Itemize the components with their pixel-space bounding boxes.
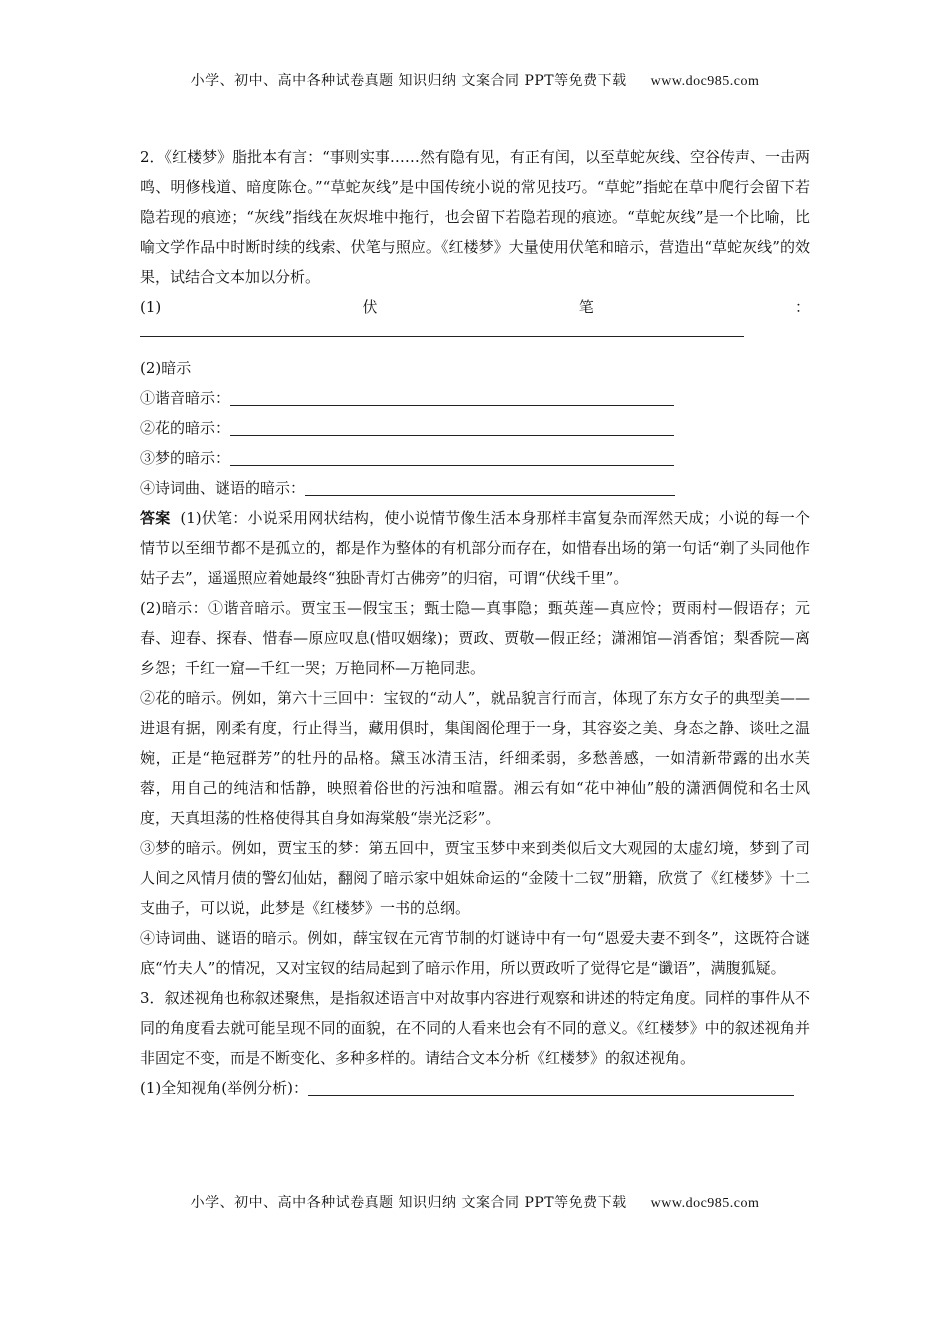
item-line <box>140 383 810 413</box>
footer-text: 小学、初中、高中各种试卷真题 知识归纳 文案合同 PPT等免费下载 <box>190 1195 627 1211</box>
answer-blank-line[interactable] <box>230 449 674 466</box>
question-2-part-2: (2)暗示 <box>140 359 192 377</box>
item-line <box>140 473 810 503</box>
document-body <box>140 142 810 1103</box>
answer-blank-line[interactable] <box>305 479 675 496</box>
answer-blank-line[interactable] <box>230 419 674 436</box>
part-1-number: (1) <box>140 298 162 316</box>
part-1-char-1: 伏 <box>362 298 378 316</box>
answer-blank-line[interactable] <box>140 322 744 337</box>
answer-blank-line[interactable] <box>230 389 674 406</box>
answer-paragraph: (2)暗示：①谐音暗示。贾宝玉—假宝玉；甄士隐—真事隐；甄英莲—真应怜；贾雨村—假语存；元春、迎春、探春、惜春—原应叹息(惜叹姻缘)；贾政、贾敬—假正经；潇湘馆—消香馆；梨香院—离乡怨；千红一窟—千红一哭；万艳同杯—万艳同悲。 <box>140 599 810 677</box>
item-line <box>140 413 810 443</box>
item-label: ②花的暗示： <box>140 419 231 437</box>
part-label: (1)全知视角(举例分析)： <box>140 1079 308 1097</box>
footer-site: www.doc985.com <box>650 1196 760 1211</box>
item-label: ③梦的暗示： <box>140 449 231 467</box>
page-header <box>0 70 950 90</box>
item-label: ①谐音暗示： <box>140 389 231 407</box>
header-site: www.doc985.com <box>650 74 760 89</box>
item-label: ④诗词曲、谜语的暗示： <box>140 479 306 497</box>
part-1-char-2: 笔 <box>578 298 594 316</box>
answer-paragraph: ②花的暗示。例如，第六十三回中：宝钗的“动人”，就品貌言行而言，体现了东方女子的典型美——进退有据，刚柔有度，行止得当，藏用俱时，集闺阁伦理于一身，其容姿之美、身态之静、谈吐之温婉，正是“艳冠群芳”的牡丹的品格。黛玉冰清玉洁，纤细柔弱，多愁善感，一如清新带露的出水芙蓉，用自己的纯洁和恬静，映照着俗世的污浊和喧嚣。湘云有如“花中神仙”般的潇洒倜傥和名士风度，天真坦荡的性格使得其自身如海棠般“崇光泛彩”。 <box>140 689 810 827</box>
answer-blank-line[interactable] <box>308 1079 794 1096</box>
question-2-part-1 <box>140 292 810 322</box>
part-1-colon: ： <box>794 298 810 316</box>
answer-paragraph: ④诗词曲、谜语的暗示。例如，薛宝钗在元宵节制的灯谜诗中有一句“恩爱夫妻不到冬”，这既符合谜底“竹夫人”的情况，又对宝钗的结局起到了暗示作用，所以贾政听了觉得它是“谶语”，满腹狐疑。 <box>140 929 810 977</box>
answer-paragraph: ③梦的暗示。例如，贾宝玉的梦：第五回中，贾宝玉梦中来到类似后文大观园的太虚幻境，梦到了司人间之风情月债的警幻仙姑，翻阅了暗示家中姐妹命运的“金陵十二钗”册籍，欣赏了《红楼梦》十二支曲子，可以说，此梦是《红楼梦》一书的总纲。 <box>140 839 810 917</box>
header-text: 小学、初中、高中各种试卷真题 知识归纳 文案合同 PPT等免费下载 <box>190 73 627 89</box>
page-footer <box>0 1192 950 1212</box>
question-2-intro: 2．《红楼梦》脂批本有言：“事则实事……然有隐有见，有正有闰，以至草蛇灰线、空谷传声、一击两鸣、明修栈道、暗度陈仓。”“草蛇灰线”是中国传统小说的常见技巧。“草蛇”指蛇在草中爬行会留下若隐若现的痕迹；“灰线”指线在灰烬堆中拖行，也会留下若隐若现的痕迹。“草蛇灰线”是一个比喻，比喻文学作品中时断时续的线索、伏笔与照应。《红楼梦》大量使用伏笔和暗示，营造出“草蛇灰线”的效果，试结合文本加以分析。 <box>140 148 810 286</box>
question-3-intro: 3．叙述视角也称叙述聚焦，是指叙述语言中对故事内容进行观察和讲述的特定角度。同样的事件从不同的角度看去就可能呈现不同的面貌，在不同的人看来也会有不同的意义。《红楼梦》中的叙述视角并非固定不变，而是不断变化、多种多样的。请结合文本分析《红楼梦》的叙述视角。 <box>140 989 810 1067</box>
answer-label: 答案 <box>140 509 171 527</box>
item-line <box>140 443 810 473</box>
question-3-part-1 <box>140 1073 810 1103</box>
answer-text: (1)伏笔：小说采用网状结构，使小说情节像生活本身那样丰富复杂而浑然天成；小说的每一个情节以至细节都不是孤立的，都是作为整体的有机部分而存在，如惜春出场的第一句话“剃了头同他作姑子去”，遥遥照应着她最终“独卧青灯古佛旁”的归宿，可谓“伏线千里”。 <box>140 509 810 587</box>
answer-paragraph <box>140 503 810 593</box>
